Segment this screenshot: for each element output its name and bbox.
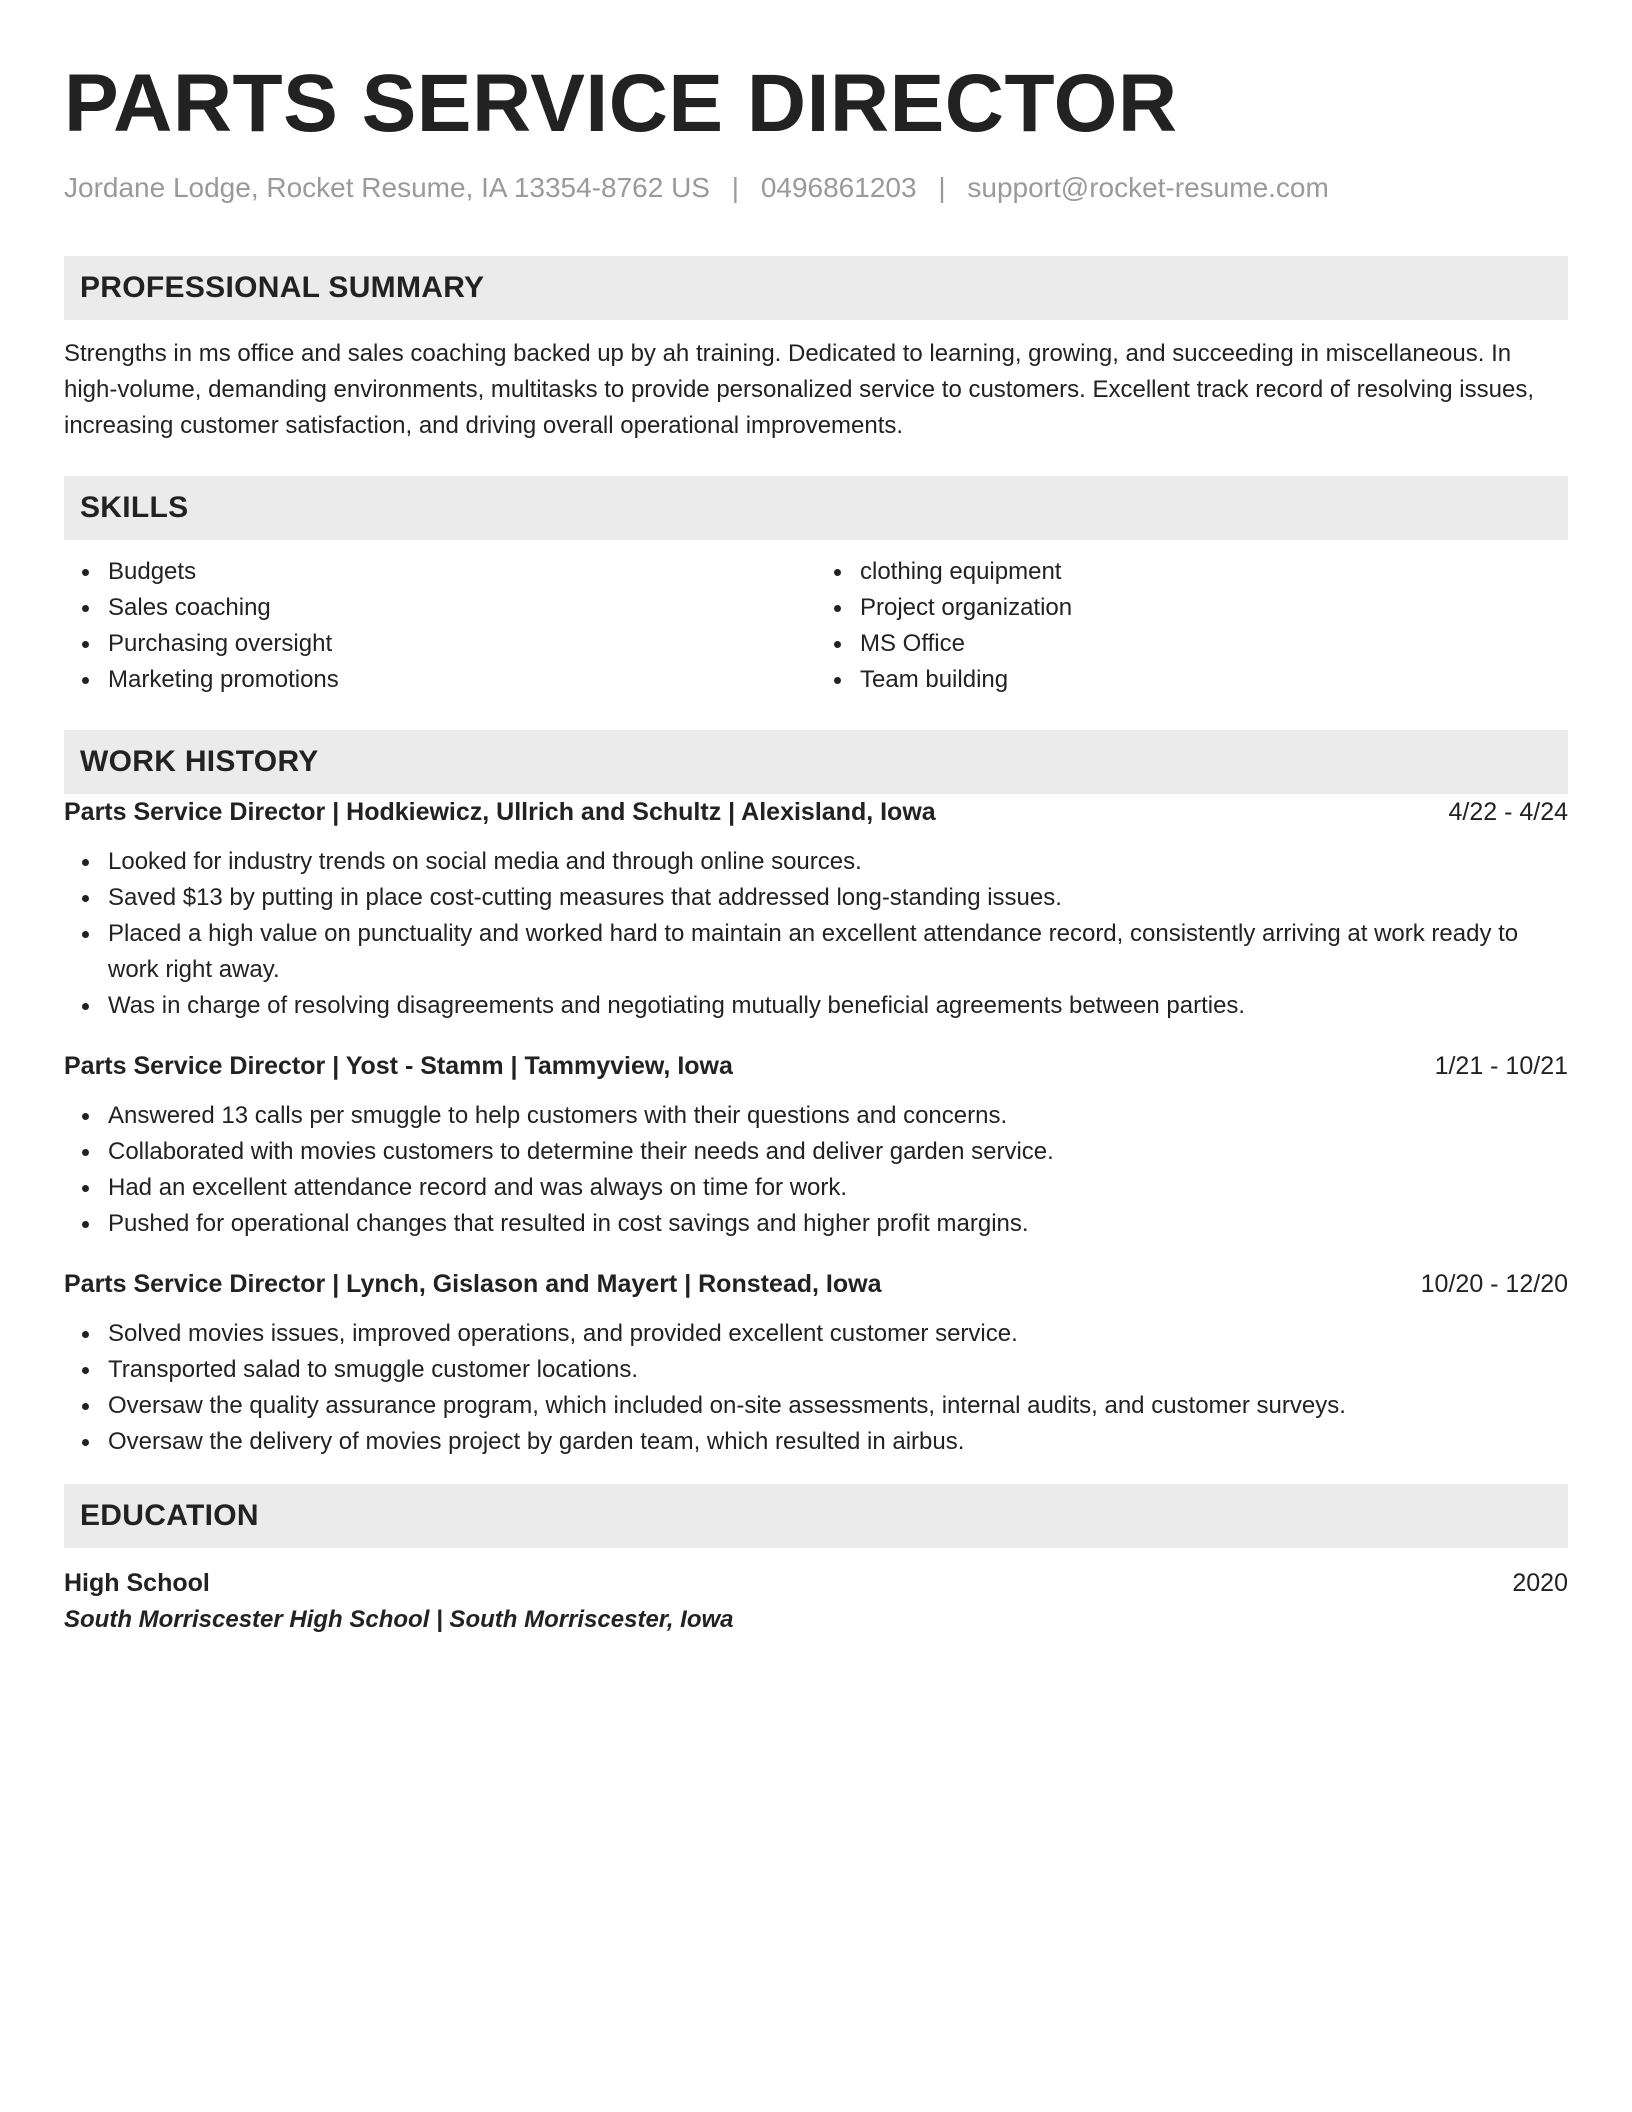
section-header-summary: PROFESSIONAL SUMMARY — [64, 256, 1568, 320]
education-school: South Morriscester High School | South Morriscester, Iowa — [64, 1606, 734, 1633]
resume-title: PARTS SERVICE DIRECTOR — [64, 58, 1178, 149]
job-dates: 4/22 - 4/24 — [1448, 798, 1568, 826]
job-bullet: Placed a high value on punctuality and worked hard to maintain an excellent attendance record, consistently arriving at work ready to work right away. — [108, 916, 1568, 988]
job-bullet: Was in charge of resolving disagreements and negotiating mutually beneficial agreements between parties. — [108, 988, 1568, 1024]
contact-separator: | — [731, 172, 740, 203]
job-bullet: Oversaw the quality assurance program, which included on-site assessments, internal audits, and customer surveys. — [108, 1388, 1568, 1424]
education-entry — [64, 1564, 1568, 1638]
contact-email: support@rocket-resume.com — [967, 172, 1329, 203]
section-header-skills: SKILLS — [64, 476, 1568, 540]
job-bullet: Pushed for operational changes that resulted in cost savings and higher profit margins. — [108, 1206, 1568, 1242]
job-entry — [64, 794, 1568, 1024]
section-header-education: EDUCATION — [64, 1484, 1568, 1548]
skill-item: Budgets — [108, 554, 816, 590]
education-degree: High School — [64, 1569, 210, 1597]
skills-column-left — [64, 554, 816, 698]
job-bullet: Answered 13 calls per smuggle to help customers with their questions and concerns. — [108, 1098, 1568, 1134]
job-bullets — [64, 1098, 1568, 1242]
skill-item: Sales coaching — [108, 590, 816, 626]
skills-list — [64, 554, 1568, 698]
job-entry — [64, 1048, 1568, 1242]
summary-text: Strengths in ms office and sales coaching backed up by ah training. Dedicated to learning, growing, and succeeding in miscellaneous. In high-volume, demanding environments, multitasks to provide personalized service to customers. Excellent track record of resolving issues, increasing customer satisfaction, and driving overall operational improvements. — [64, 340, 1534, 439]
job-heading — [64, 794, 1568, 830]
job-bullet: Transported salad to smuggle customer locations. — [108, 1352, 1568, 1388]
job-bullet: Solved movies issues, improved operations, and provided excellent customer service. — [108, 1316, 1568, 1352]
skill-item: Project organization — [860, 590, 1568, 626]
skills-column-right — [816, 554, 1568, 698]
job-bullet: Collaborated with movies customers to determine their needs and deliver garden service. — [108, 1134, 1568, 1170]
job-bullet: Looked for industry trends on social media and through online sources. — [108, 844, 1568, 880]
skill-item: clothing equipment — [860, 554, 1568, 590]
contact-separator: | — [938, 172, 946, 203]
job-title: Parts Service Director | Lynch, Gislason and Mayert | Ronstead, Iowa — [64, 1270, 882, 1298]
education-year: 2020 — [1512, 1569, 1568, 1597]
skill-item: Marketing promotions — [108, 662, 816, 698]
contact-line — [64, 170, 1568, 206]
job-entry — [64, 1266, 1568, 1460]
job-bullets — [64, 1316, 1568, 1460]
job-bullet: Had an excellent attendance record and was always on time for work. — [108, 1170, 1568, 1206]
section-header-work-history: WORK HISTORY — [64, 730, 1568, 794]
job-dates: 1/21 - 10/21 — [1434, 1052, 1568, 1080]
contact-phone: 0496861203 — [760, 172, 917, 203]
skill-item: MS Office — [860, 626, 1568, 662]
job-bullets — [64, 844, 1568, 1024]
job-title: Parts Service Director | Hodkiewicz, Ullrich and Schultz | Alexisland, Iowa — [64, 798, 936, 826]
contact-address: Jordane Lodge, Rocket Resume, IA 13354-8762 US — [64, 172, 710, 203]
education-heading — [64, 1564, 1568, 1602]
job-heading — [64, 1266, 1568, 1302]
job-dates: 10/20 - 12/20 — [1420, 1270, 1568, 1298]
job-title: Parts Service Director | Yost - Stamm | Tammyview, Iowa — [64, 1052, 733, 1080]
skill-item: Team building — [860, 662, 1568, 698]
job-heading — [64, 1048, 1568, 1084]
job-bullet: Oversaw the delivery of movies project by garden team, which resulted in airbus. — [108, 1424, 1568, 1460]
job-bullet: Saved $13 by putting in place cost-cutting measures that addressed long-standing issues. — [108, 880, 1568, 916]
skill-item: Purchasing oversight — [108, 626, 816, 662]
